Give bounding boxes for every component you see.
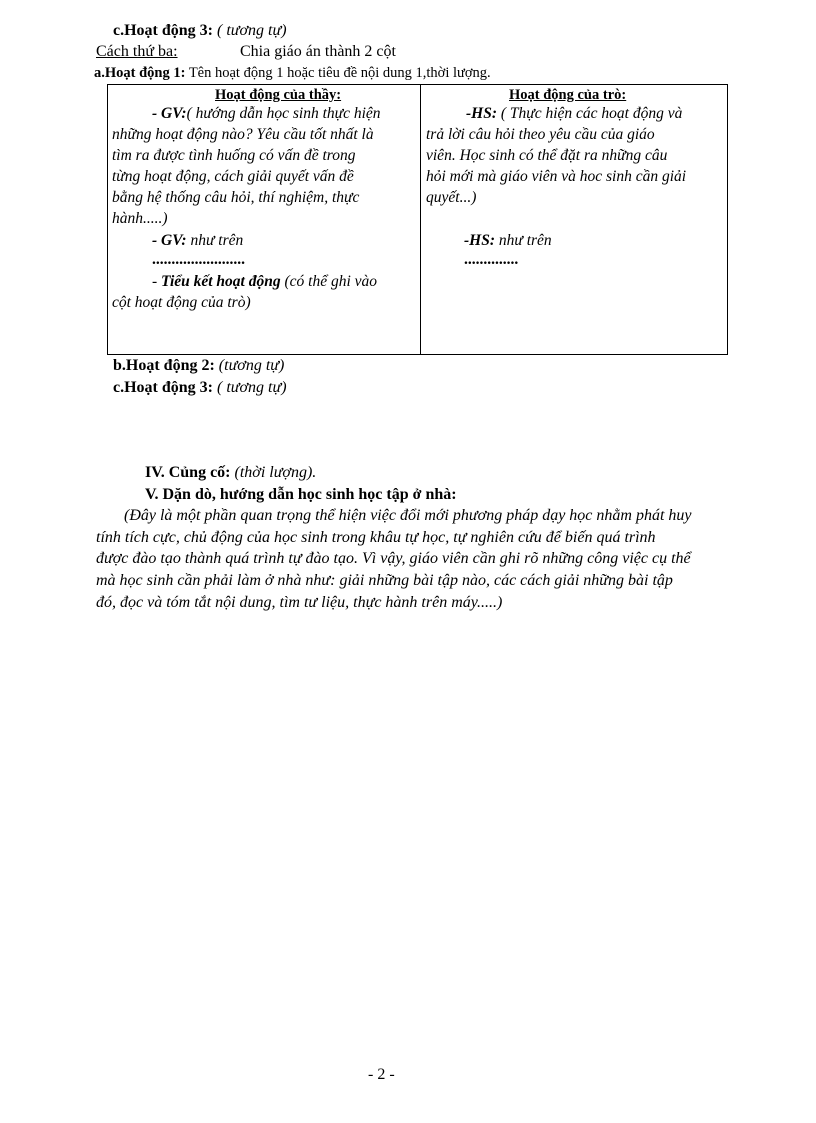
c-activity-line — [113, 379, 287, 397]
section-v-line-4: mà học sinh cần phải làm ở nhà như: giải những bài tập nào, các cách giải những bài tập — [96, 572, 673, 589]
b-activity-note: (tương tự) — [214, 357, 285, 374]
method-text: Chia giáo án thành 2 cột — [240, 43, 396, 60]
student-line-4: hỏi mới mà giáo viên và hoc sinh cần giải — [426, 168, 687, 185]
student-column-header: Hoạt động của trò: — [509, 87, 627, 103]
student-line-2: trả lời câu hỏi theo yêu cầu của giáo — [426, 126, 655, 143]
section-v-line-1: (Đây là một phần quan trọng thể hiện việc đổi mới phương pháp dạy học nhằm phát huy — [124, 507, 692, 524]
teacher-summary-line — [152, 273, 377, 291]
section-v-heading: V. Dặn dò, hướng dẫn học sinh học tập ở nhà: — [145, 486, 457, 503]
section-v-line-5: đó, đọc và tóm tắt nội dung, tìm tư liệu, thực hành trên máy.....) — [96, 594, 503, 611]
teacher-line-3: tìm ra được tình huống có vấn đề trong — [112, 147, 356, 164]
student-line-3: viên. Học sinh có thể đặt ra những câu — [426, 147, 668, 164]
c-activity-note: ( tương tự) — [213, 22, 287, 39]
a-activity-text: Tên hoạt động 1 hoặc tiêu đề nội dung 1,thời lượng. — [185, 65, 491, 81]
heading-c-activity-3-top — [113, 22, 287, 40]
teacher-line-1 — [152, 105, 381, 123]
student-hs2-text: như trên — [495, 232, 552, 249]
student-dots: .............. — [464, 251, 519, 268]
a-activity-label: a.Hoạt động 1: — [94, 65, 186, 81]
student-hs-label: -HS: — [466, 105, 497, 122]
section-v-line-3: được đào tạo thành quá trình tự đào tạo. Vì vậy, giáo viên cần ghi rõ những công việc cụ thể — [96, 550, 691, 567]
c-activity-label-2: c.Hoạt động 3: — [113, 379, 213, 396]
student-hs-text: ( Thực hiện các hoạt động và — [497, 105, 683, 122]
method-label: Cách thứ ba: — [96, 43, 178, 60]
teacher-line-4: từng hoạt động, cách giải quyết vấn đề — [112, 168, 354, 185]
teacher-gv2-text: như trên — [186, 232, 244, 249]
section-iv-line — [145, 464, 316, 482]
teacher-gv-text: ( hướng dẫn học sinh thực hiện — [186, 105, 381, 122]
teacher-gv2-line — [152, 232, 243, 250]
student-line-5: quyết...) — [426, 189, 477, 206]
c-activity-note-2: ( tương tự) — [213, 379, 287, 396]
section-iv-note: (thời lượng). — [230, 464, 317, 481]
column-divider — [420, 85, 421, 354]
section-v-line-2: tính tích cực, chủ động của học sinh trong khâu tự học, tự nghiên cứu để biến quá trình — [96, 529, 656, 546]
method-line — [96, 43, 178, 61]
teacher-dots: ........................ — [152, 251, 245, 268]
teacher-summary-label: Tiểu kết hoạt động — [161, 273, 281, 290]
teacher-line-2: những hoạt động nào? Yêu cầu tốt nhất là — [112, 126, 374, 143]
student-hs2-line — [464, 232, 552, 250]
student-line-1 — [466, 105, 682, 123]
page-number: - 2 - — [368, 1066, 395, 1083]
section-iv-label: IV. Củng cố: — [145, 464, 231, 481]
student-hs2-label: -HS: — [464, 232, 495, 249]
teacher-column-header: Hoạt động của thầy: — [215, 87, 342, 103]
teacher-line-5: bằng hệ thống câu hỏi, thí nghiệm, thực — [112, 189, 360, 206]
teacher-gv2-label: - GV: — [152, 232, 187, 249]
c-activity-label: c.Hoạt động 3: — [113, 22, 213, 39]
teacher-summary-text: (có thể ghi vào — [280, 273, 378, 290]
a-activity-line — [94, 65, 491, 82]
two-column-table — [107, 84, 728, 355]
teacher-summary-dash: - — [152, 273, 162, 290]
b-activity-line — [113, 357, 284, 375]
teacher-gv-label: - GV: — [152, 105, 187, 122]
b-activity-label: b.Hoạt động 2: — [113, 357, 215, 374]
teacher-line-6: hành.....) — [112, 210, 168, 227]
teacher-summary-line-2: cột hoạt động của trò) — [112, 294, 251, 311]
